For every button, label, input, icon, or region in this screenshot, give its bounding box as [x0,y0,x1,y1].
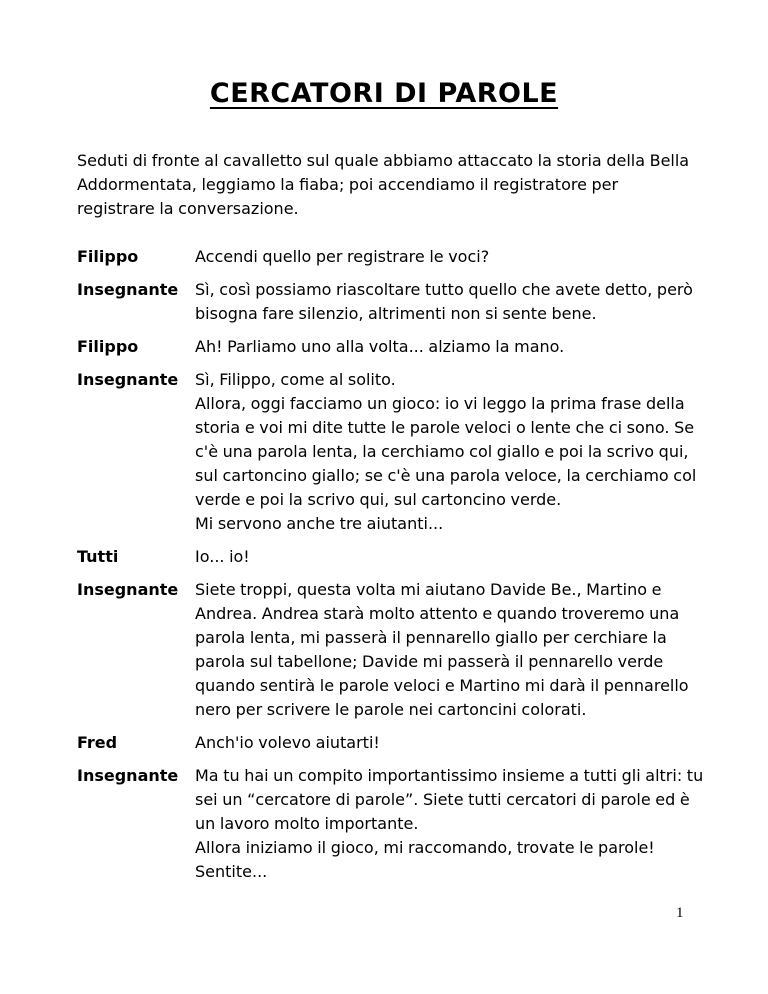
dialogue-turn [77,578,707,722]
speaker-name: Insegnante [77,370,179,389]
speech-text: Ma tu hai un compito importantissimo insieme a tutti gli altri: tu sei un “cercatore di parole”. Siete tutti cercatori di parole ed è un lavoro molto importante. Allora iniziamo il gioco, mi raccomando, trovate le parole! Sentite... [195,766,704,881]
dialogue-list [77,245,707,893]
speech-text: Accendi quello per registrare le voci? [195,247,490,266]
dialogue-turn [77,764,707,884]
intro-paragraph: Seduti di fronte al cavalletto sul quale abbiamo attaccato la storia della Bella Addormentata, leggiamo la fiaba; poi accendiamo il registratore per registrare la conversazione. [77,151,690,218]
page-number: 1 [676,905,684,921]
speaker-name: Tutti [77,547,119,566]
dialogue-turn [77,368,707,536]
dialogue-turn [77,245,707,269]
speech-text: Sì, così possiamo riascoltare tutto quello che avete detto, però bisogna fare silenzio, altrimenti non si sente bene. [195,280,693,323]
dialogue-turn [77,545,707,569]
speaker-name: Filippo [77,337,139,356]
speaker-name: Insegnante [77,580,179,599]
speech-text: Anch'io volevo aiutarti! [195,733,380,752]
speaker-name: Filippo [77,247,139,266]
speech-text: Ah! Parliamo uno alla volta... alziamo la mano. [195,337,565,356]
speech-text: Io... io! [195,547,250,566]
dialogue-turn [77,335,707,359]
page-title: CERCATORI DI PAROLE [209,78,559,109]
speech-text: Siete troppi, questa volta mi aiutano Davide Be., Martino e Andrea. Andrea starà molto attento e quando troveremo una parola lenta, mi passerà il pennarello giallo per cerchiare la parola sul tabellone; Davide mi passerà il pennarello verde quando sentirà le parole veloci e Martino mi darà il pennarello nero per scrivere le parole nei cartoncini colorati. [195,580,689,719]
speaker-name: Fred [77,733,118,752]
speech-text: Sì, Filippo, come al solito. Allora, oggi facciamo un gioco: io vi leggo la prima frase della storia e voi mi dite tutte le parole veloci o lente che ci sono. Se c'è una parola lenta, la cerchiamo col giallo e poi la scrivo qui, sul cartoncino giallo; se c'è una parola veloce, la cerchiamo col verde e poi la scrivo qui, sul cartoncino verde. Mi servono anche tre aiutanti... [195,370,697,533]
speaker-name: Insegnante [77,766,179,785]
dialogue-turn [77,731,707,755]
dialogue-turn [77,278,707,326]
speaker-name: Insegnante [77,280,179,299]
